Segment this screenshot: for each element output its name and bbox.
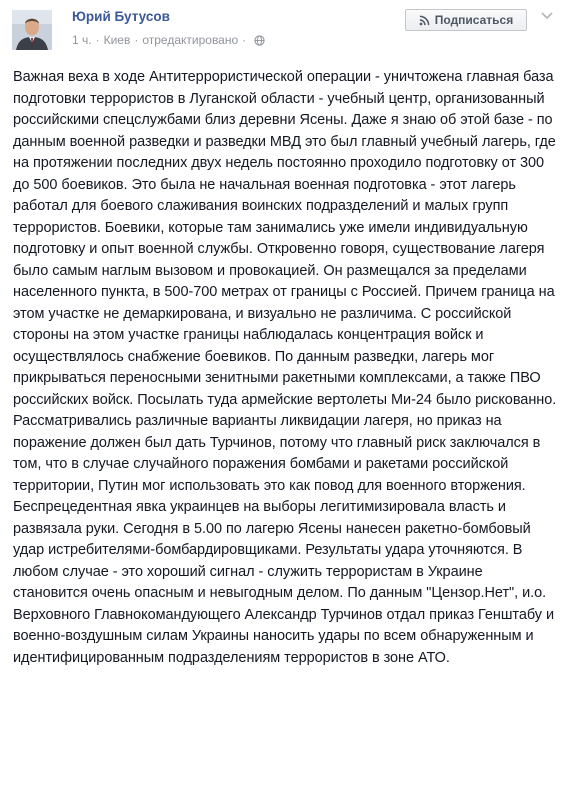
rss-icon (419, 15, 430, 26)
author-photo (12, 10, 52, 50)
meta-separator: · (134, 33, 139, 47)
post-text: Важная веха в ходе Антитеррористической операции - уничтожена главная база подготовки террористов в Луганской области - учебный центр, организованный российскими спецслужбами близ деревни Ясены. Даже я знаю об этой базе - по данным военной разведки и разведки МВД это был главный учебный лагерь, где на протяжении последних двух недель постоянно проходило подготовку от 300 до 500 боевиков. Это была не начальная военная подготовка - этот лагерь работал для боевого слаживания воинских подразделений и малых групп террористов. Боевики, которые там занимались уже имели индивидуальную подготовку и опыт военной службы. Откровенно говоря, существование лагеря было самым наглым вызовом и провокацией. Он размещался за пределами населенного пункта, в 500-700 метрах от границы с Россией. Причем граница на этом участке не демаркирована, и визуально не различима. С российской стороны на этом участке границы наблюдалась концентрация войск и осуществлялось снабжение боевиков. По данным разведки, лагерь мог прикрываться переносными зенитными ракетными комплексами, а также ПВО российских войск. Посылать туда армейские вертолеты Ми-24 было рискованно. Рассматривались различные варианты ликвидации лагеря, но приказ на поражение должен был дать Турчинов, потому что главный риск заключался в том, что в случае случайного поражения бомбами и ракетами российской территории, Путин мог использовать это как повод для военного вторжения. Беспрецедентная явка украинцев на выборы легитимизировала власть и развязала руки. Сегодня в 5.00 по лагерю Ясены нанесен ракетно-бомбовый удар истребителями-бомбардировщиками. Результаты удара уточняются. В любом случае - это хороший сигнал - служить террористам в Украине становится очень опасным и невыгодным делом. По данным "Цензор.Нет", и.о. Верховного Главнокомандующего Александр Турчинов отдал приказ Генштабу и военно-воздушным силам Украины наносить удары по всем обнаруженным и идентифицированным подразделениям террористов в зоне АТО. (13, 69, 557, 666)
meta-separator: · (242, 33, 247, 47)
post-edited[interactable]: отредактировано (142, 33, 239, 47)
subscribe-label: Подписаться (434, 13, 514, 27)
post-time[interactable]: 1 ч. (72, 33, 92, 47)
subscribe-button[interactable] (405, 9, 527, 31)
post-location[interactable]: Киев (103, 33, 131, 47)
globe-icon[interactable] (254, 35, 265, 46)
author-name[interactable]: Юрий Бутусов (72, 9, 170, 24)
chevron-down-icon[interactable] (540, 10, 554, 22)
meta-separator: · (95, 33, 100, 47)
avatar[interactable] (12, 10, 52, 50)
post-meta (72, 33, 265, 47)
